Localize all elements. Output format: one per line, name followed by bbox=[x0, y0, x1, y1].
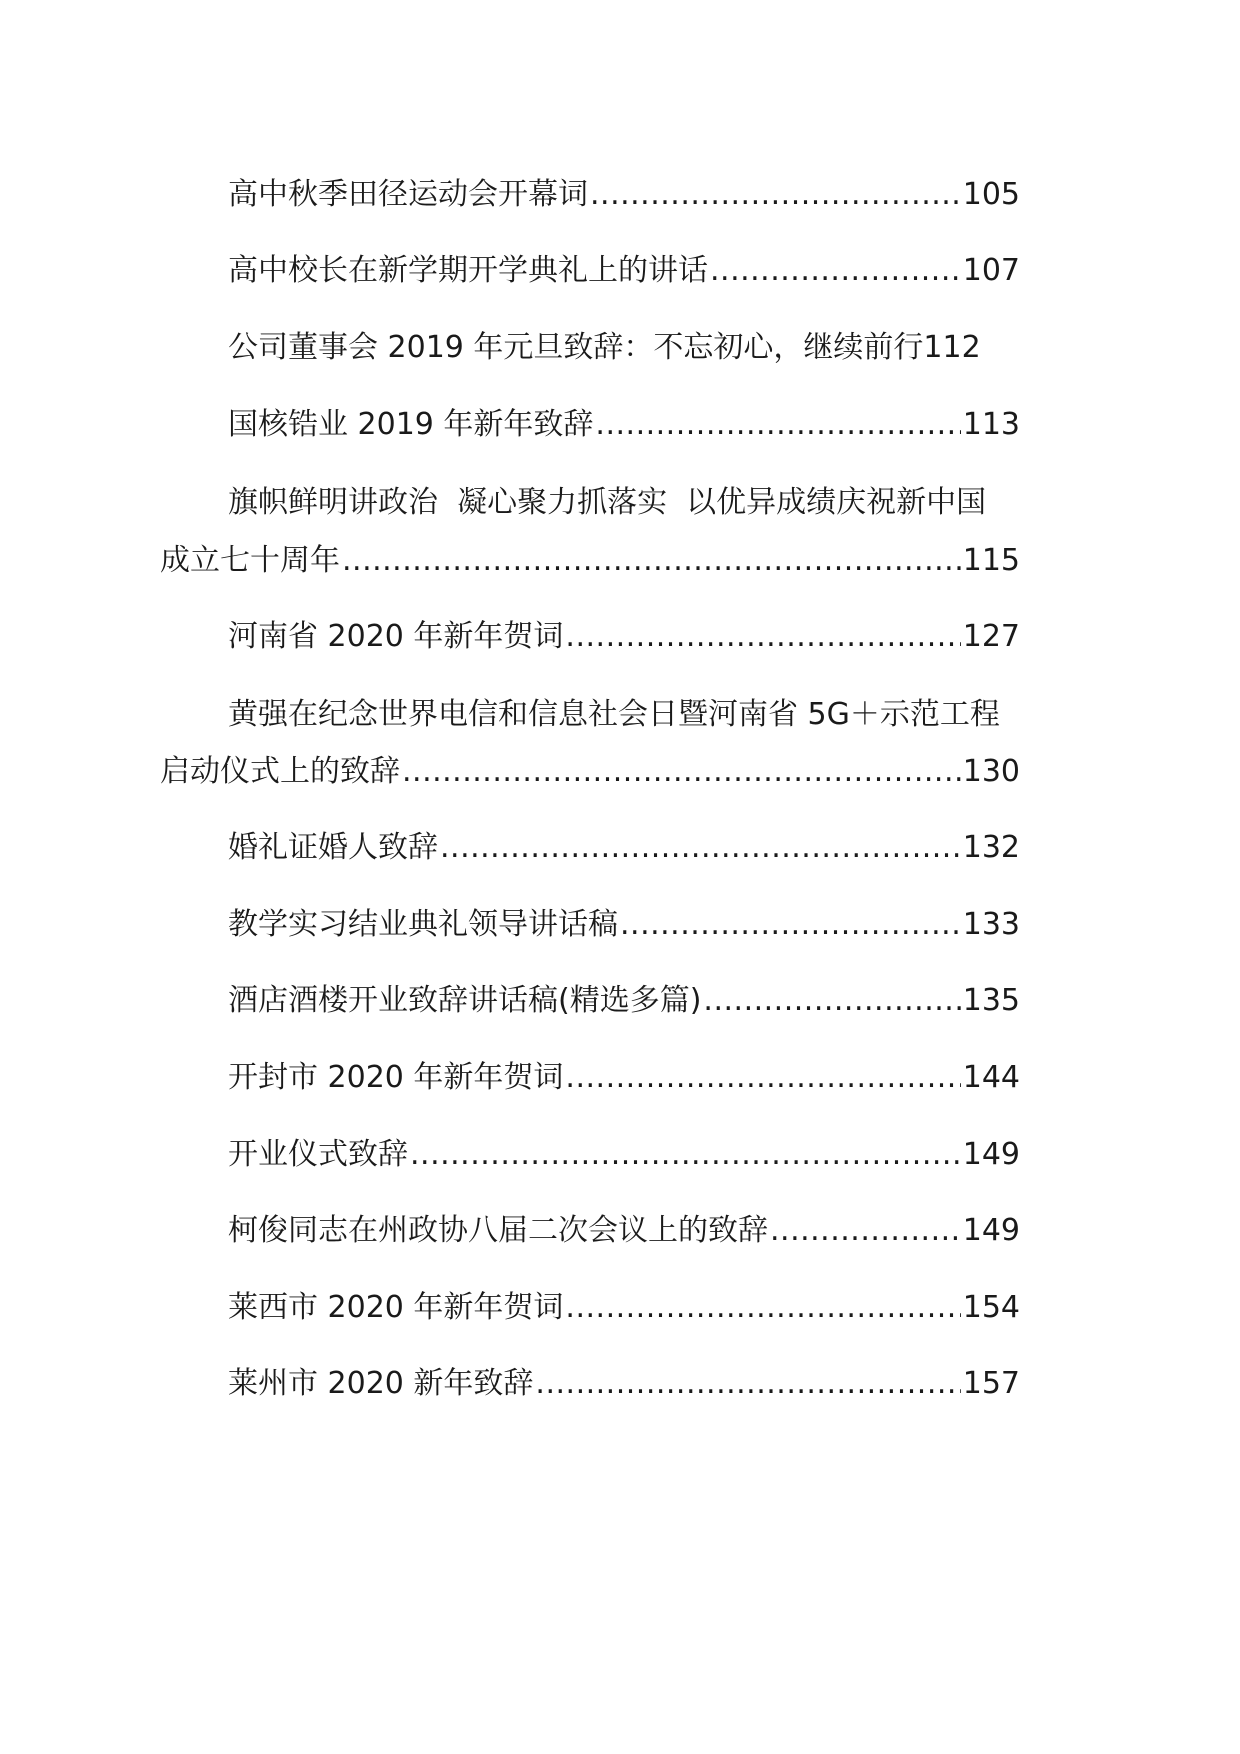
toc-entry-title: 国核锆业 2019 年新年致辞 bbox=[228, 407, 594, 442]
toc-leader-dots bbox=[342, 541, 961, 581]
toc-leader-dots bbox=[565, 1288, 960, 1328]
toc-entry-page: 157 bbox=[962, 1366, 1020, 1401]
toc-leader-dots bbox=[402, 752, 961, 792]
toc-leader-dots bbox=[565, 617, 960, 657]
toc-entry-title: 高中校长在新学期开学典礼上的讲话 bbox=[228, 253, 708, 288]
toc-entry-page: 133 bbox=[962, 907, 1020, 942]
toc-entry-title: 酒店酒楼开业致辞讲话稿(精选多篇) bbox=[228, 983, 702, 1018]
toc-entry-title-line2: 启动仪式上的致辞 bbox=[160, 754, 400, 789]
toc-entry-title: 河南省 2020 年新年贺词 bbox=[228, 619, 564, 654]
toc-entry-title: 高中秋季田径运动会开幕词 bbox=[228, 177, 588, 212]
toc-entry-page: 149 bbox=[962, 1213, 1020, 1248]
toc-entry-title-line1: 旗帜鲜明讲政治 凝心聚力抓落实 以优异成绩庆祝新中国 bbox=[228, 485, 987, 520]
toc-entry-page: 135 bbox=[962, 983, 1020, 1018]
toc-leader-dots bbox=[620, 905, 961, 945]
toc-entry-title-line2: 成立七十周年 bbox=[160, 543, 340, 578]
toc-entry-page: 144 bbox=[962, 1060, 1020, 1095]
toc-entry-title: 莱州市 2020 新年致辞 bbox=[228, 1366, 534, 1401]
toc-entry-title: 柯俊同志在州政协八届二次会议上的致辞 bbox=[228, 1213, 768, 1248]
toc-entry-page: 127 bbox=[962, 619, 1020, 654]
toc-entry-page: 132 bbox=[962, 830, 1020, 865]
toc-leader-dots bbox=[410, 1135, 961, 1175]
toc-entry-title: 开封市 2020 年新年贺词 bbox=[228, 1060, 564, 1095]
toc-entry-page: 113 bbox=[962, 407, 1020, 442]
toc-leader-dots bbox=[770, 1211, 961, 1251]
toc-entry-title: 教学实习结业典礼领导讲话稿 bbox=[228, 907, 618, 942]
toc-entry-page: 105 bbox=[962, 177, 1020, 212]
toc-leader-dots bbox=[703, 981, 960, 1021]
toc-entry-page: 149 bbox=[962, 1137, 1020, 1172]
toc-leader-dots bbox=[535, 1364, 960, 1404]
toc-leader-dots bbox=[710, 251, 961, 291]
toc-entry-page: 115 bbox=[962, 543, 1020, 578]
toc-entry-page: 112 bbox=[923, 330, 981, 365]
toc-entry-title: 公司董事会 2019 年元旦致辞：不忘初心，继续前行 bbox=[228, 330, 924, 365]
toc-entry-title-line1: 黄强在纪念世界电信和信息社会日暨河南省 5G＋示范工程 bbox=[228, 697, 1000, 732]
toc-entry-title: 开业仪式致辞 bbox=[228, 1137, 408, 1172]
toc-leader-dots bbox=[590, 175, 961, 215]
toc-entry-page: 107 bbox=[962, 253, 1020, 288]
toc-leader-dots bbox=[440, 828, 961, 868]
toc-entry-title: 莱西市 2020 年新年贺词 bbox=[228, 1290, 564, 1325]
toc-leader-dots bbox=[565, 1058, 960, 1098]
toc-leader-dots bbox=[595, 405, 960, 445]
toc-entry-title: 婚礼证婚人致辞 bbox=[228, 830, 438, 865]
toc-entry-page: 154 bbox=[962, 1290, 1020, 1325]
toc-entry-page: 130 bbox=[962, 754, 1020, 789]
